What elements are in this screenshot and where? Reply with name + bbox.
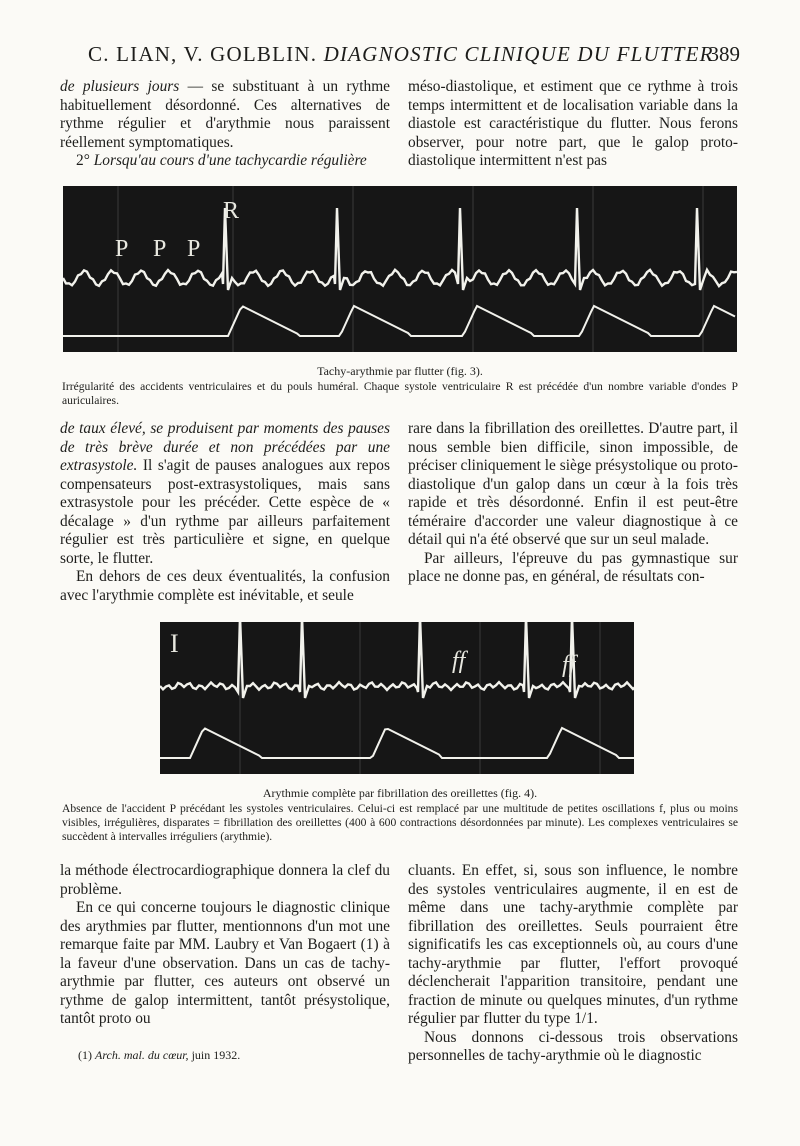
- paragraph: méso-diastolique, et estiment que ce rythme à trois temps intermittent et de localisation variable dans la diastole est caractéristique du flutter. Nous ferons observer, pour notre part, que le galop proto-diastolique intermittent n'est pas: [408, 78, 738, 169]
- figure-3-caption-text: Irrégularité des accidents ventriculaires et du pouls huméral. Chaque systole ventriculaire R est précédée d'un nombre variable d'ondes P auriculaires.: [62, 380, 738, 407]
- paragraph: la méthode électrocardiographique donnera la clef du problème.: [60, 862, 390, 898]
- paragraph: [60, 152, 390, 171]
- paragraph: rare dans la fibrillation des oreillettes. D'autre part, il nous semble bien difficile, sinon impossible, de préciser cliniquement le siège présystolique ou proto-diastolique d'un galop dans un cœur à la fois très rapide et très désordonné. Enfin il est peut-être téméraire d'accorder une valeur diagnostique à ce détail qui n'a été observé que sur un seul malade.: [408, 420, 738, 548]
- column-bottom-left: [60, 862, 390, 1029]
- italic-text: de plusieurs jours: [60, 78, 180, 95]
- body-text: — se substituant à un rythme habituellement désordonné. Ces alternatives de rythme régulier et d'arythmie nous paraissent réellement symptomatiques.: [60, 78, 390, 151]
- running-header: [60, 38, 740, 72]
- fig3-label-p1: P: [115, 236, 129, 262]
- fig3-label-p2: P: [153, 236, 167, 262]
- column-top-right: [408, 78, 738, 171]
- ecg-trace-image: [63, 186, 737, 352]
- fig4-label-lead: I: [170, 629, 179, 658]
- header-authors: C. LIAN, V. GOLBLIN.: [88, 42, 318, 66]
- fig3-label-p3: P: [187, 236, 201, 262]
- column-top-left: [60, 78, 390, 171]
- paragraph: En ce qui concerne toujours le diagnostic clinique des arythmies par flutter, mentionnons d'un mot une remarque faite par MM. Laubry et Van Bogaert (1) à la faveur d'une observation. Dans un cas de tachy-arythmie par flutter, ces auteurs ont observé un rythme de galop intermittent, tantôt présystolique, tantôt proto ou: [60, 899, 390, 1027]
- paragraph: [60, 420, 390, 568]
- fig4-label-f2: ff: [562, 652, 576, 678]
- figure-4-caption-text: Absence de l'accident P précédant les systoles ventriculaires. Celui-ci est remplacé par une multitude de petites oscillations f, plus ou moins visibles, irrégulières, disparates = fibrillation des oreillettes (400 à 600 contractions désordonnées par minute). Les complexes ventriculaires se succèdent à intervalles irréguliers (arythmie).: [62, 802, 738, 843]
- body-text: Il s'agit de pauses analogues aux repos compensateurs post-extrasystoliques, mais sans extrasystole pour les précéder. Cette espèce de « décalage » d'un rythme par ailleurs parfaitement régulier est très particulière et signe, en quelque sorte, le flutter.: [60, 457, 390, 567]
- footnote: [78, 1048, 390, 1063]
- paragraph: cluants. En effet, si, sous son influence, le nombre des systoles ventriculaires augmente, il en est de même dans une tachy-arythmie complète par fibrillation des oreillettes. Seuls pourraient être significatifs les cas exceptionnels où, au cours d'une tachy-arythmie par flutter, l'effort provoqué déclencherait l'apparition transitoire, pendant une fraction de minute ou quelques minutes, d'un rythme régulier par flutter du type 1/1.: [408, 862, 738, 1027]
- footnote-date: juin 1932.: [188, 1048, 241, 1062]
- paragraph: En dehors de ces deux éventualités, la confusion avec l'arythmie complète est inévitable, et seule: [60, 568, 390, 604]
- ecg-trace-image: [160, 622, 634, 774]
- column-middle-right: [408, 420, 738, 587]
- header-journal-title: DIAGNOSTIC CLINIQUE DU FLUTTER: [323, 42, 714, 66]
- fig4-label-f1: ff: [452, 648, 466, 674]
- paragraph: Par ailleurs, l'épreuve du pas gymnastique sur place ne donne pas, en général, de résultats con-: [408, 549, 738, 585]
- column-bottom-right: [408, 862, 738, 1066]
- paragraph: [60, 78, 390, 152]
- figure-4-ecg-trace: [160, 622, 634, 774]
- figure-3-caption-title: Tachy-arythmie par flutter (fig. 3).: [317, 364, 483, 378]
- item-number: 2°: [76, 152, 94, 169]
- footnote-number: (1): [78, 1048, 95, 1062]
- page-number: 389: [708, 42, 740, 66]
- italic-text: Lorsqu'au cours d'une tachycardie régulière: [93, 152, 367, 169]
- column-middle-left: [60, 420, 390, 605]
- italic-text: de taux élevé, se produisent par moments des pauses de très brève durée et non précédées par une extrasystole.: [60, 420, 390, 474]
- footnote-journal: Arch. mal. du cœur,: [95, 1048, 189, 1062]
- fig3-label-r: R: [223, 198, 240, 224]
- figure-3-ecg-trace: [63, 186, 737, 352]
- figure-4-caption-title: Arythmie complète par fibrillation des oreillettes (fig. 4).: [262, 786, 538, 800]
- header-title: [88, 42, 714, 67]
- paragraph: Nous donnons ci-dessous trois observations personnelles de tachy-arythmie où le diagnostic: [408, 1028, 738, 1064]
